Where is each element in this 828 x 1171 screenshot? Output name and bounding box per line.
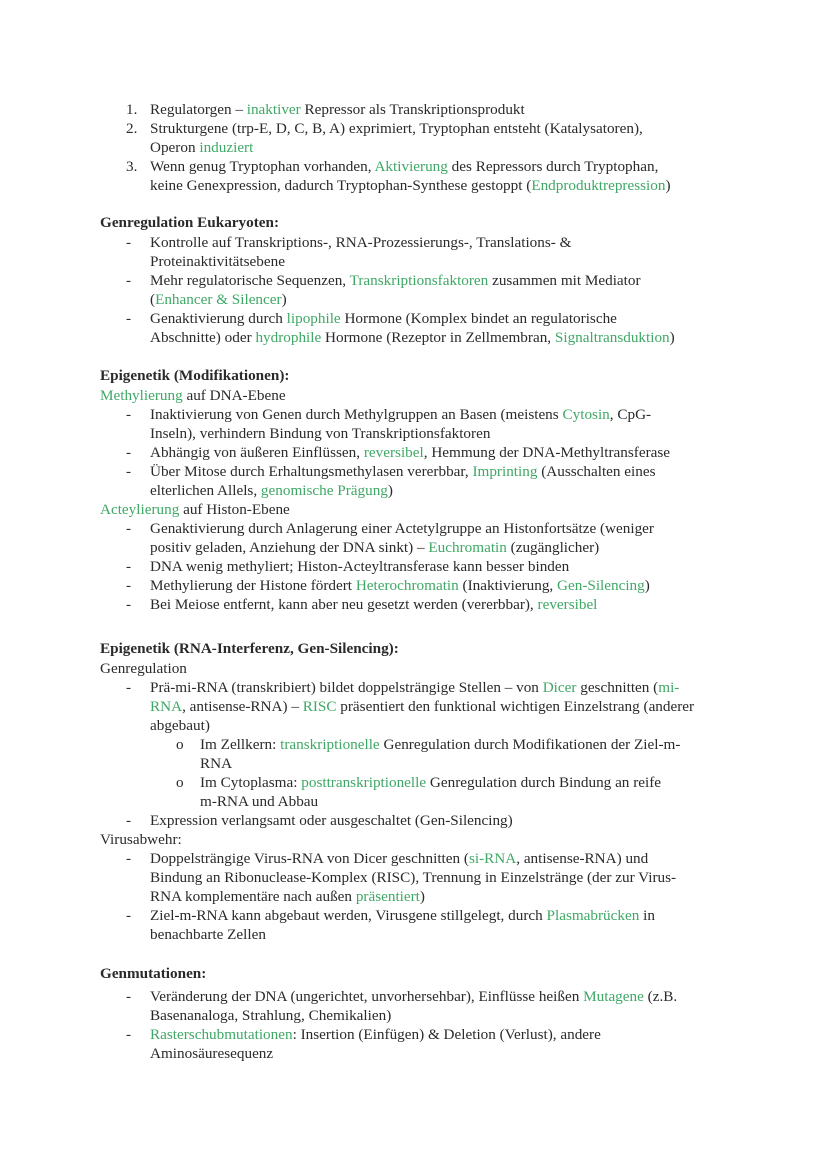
section-heading: Genregulation Eukaryoten: [100,214,280,231]
list-item-line [150,290,287,309]
highlighted-term: mi- [658,679,680,696]
text-run: des Repressors durch Tryptophan, [447,158,659,175]
list-bullet: - [126,850,132,867]
text-run: Wenn genug Tryptophan vorhanden, [150,158,375,175]
list-item-line [150,576,650,595]
list-bullet: - [126,596,132,613]
text-run: zusammen mit Mediator [488,272,641,289]
list-item-line [150,328,675,347]
section-heading: Epigenetik (Modifikationen): [100,367,290,384]
list-item-line [150,887,425,906]
text-run: Genregulation durch Bindung an reife [426,774,662,791]
text-run: abgebaut) [150,717,210,734]
text-run: elterlichen Allels, [150,482,261,499]
text-run: Virusabwehr: [100,831,182,848]
list-item-line [200,754,232,773]
highlighted-term: Euchromatin [428,539,507,556]
list-bullet: - [126,577,132,594]
text-run: (z.B. [643,988,678,1005]
text-run: Bei Meiose entfernt, kann aber neu gesetzt werden (vererbbar), [150,596,538,613]
list-bullet: - [126,988,132,1005]
text-run: Abhängig von äußeren Einflüssen, [150,444,364,461]
text-run: benachbarte Zellen [150,926,266,943]
list-item-line [150,1006,391,1025]
sub-bullet: o [176,736,184,753]
text-run: Bindung an Ribonuclease-Komplex (RISC), Trennung in Einzelstränge (der zur Virus- [150,869,677,886]
section-heading: Genmutationen: [100,965,207,982]
text-run: ) [281,291,287,308]
text-run: präsentiert den funktional wichtigen Einzelstrang (anderer [336,698,695,715]
highlighted-term: Imprinting [472,463,538,480]
list-item-line [150,424,490,443]
text-run: Mehr regulatorische Sequenzen, [150,272,350,289]
text-run: Veränderung der DNA (ungerichtet, unvorhersehbar), Einflüsse heißen [150,988,584,1005]
list-bullet: - [126,310,132,327]
highlighted-term: präsentiert [355,888,420,905]
list-item-line [150,157,658,176]
text-run: , Hemmung der DNA-Methyltransferase [423,444,671,461]
list-item-line [150,252,285,271]
text-run: Hormone (Komplex bindet an regulatorische [340,310,617,327]
list-item-line [150,443,670,462]
text-run: Genaktivierung durch [150,310,287,327]
list-bullet: - [126,812,132,829]
list-item-line [150,811,513,830]
text-run: Regulatorgen – [150,101,247,118]
list-number: 2. [126,120,138,137]
list-bullet: - [126,679,132,696]
text-run: ) [419,888,425,905]
text-run: Genaktivierung durch Anlagerung einer Actetylgruppe an Histonfortsätze (weniger [150,520,654,537]
highlighted-term: Cytosin [562,406,610,423]
text-run: Genregulation durch Modifikationen der Ziel-m- [379,736,681,753]
text-run: Ziel-m-RNA kann abgebaut werden, Virusgene stillgelegt, durch [150,907,547,924]
list-item-line [150,481,393,500]
list-item-line [150,906,655,925]
highlighted-term: inaktiver [246,101,301,118]
highlighted-term: Mutagene [583,988,644,1005]
highlighted-term: Heterochromatin [355,577,459,594]
highlighted-term: RISC [302,698,337,715]
highlighted-term: posttranskriptionelle [301,774,427,791]
text-run: ) [644,577,650,594]
list-item-line [150,138,253,157]
list-bullet: - [126,406,132,423]
text-run: Kontrolle auf Transkriptions-, RNA-Prozessierungs-, Translations- & [150,234,572,251]
highlighted-term: hydrophile [255,329,322,346]
subsection-label [100,386,286,405]
list-item-line [150,119,643,138]
list-item-line [150,868,676,887]
text-run: (Ausschalten eines [537,463,656,480]
text-run: Operon [150,139,200,156]
highlighted-term: reversibel [537,596,598,613]
list-item-line [150,697,694,716]
list-item-line [150,557,569,576]
list-bullet: - [126,234,132,251]
text-run: RNA [200,755,233,772]
highlighted-term: Gen-Silencing [557,577,645,594]
list-item-line [200,792,318,811]
text-run: geschnitten ( [576,679,659,696]
text-run: Proteinaktivitätsebene [150,253,285,270]
list-bullet: - [126,272,132,289]
list-bullet: - [126,463,132,480]
list-item-line [150,176,671,195]
section-heading: Epigenetik (RNA-Interferenz, Gen-Silencing): [100,640,399,657]
highlighted-term: reversibel [363,444,424,461]
text-run: Inseln), verhindern Bindung von Transkriptionsfaktoren [150,425,491,442]
highlighted-term: Methylierung [100,387,183,404]
list-item-line [150,678,679,697]
list-item-line [150,849,648,868]
text-run: Doppelsträngige Virus-RNA von Dicer geschnitten ( [150,850,469,867]
highlighted-term: Rasterschubmutationen [150,1026,293,1043]
text-run: RNA komplementäre nach außen [150,888,356,905]
text-run: m-RNA und Abbau [200,793,319,810]
list-number: 3. [126,158,138,175]
text-run: Aminosäuresequenz [150,1045,274,1062]
sub-bullet: o [176,774,184,791]
text-run: ) [387,482,393,499]
text-run: Genregulation [100,660,187,677]
highlighted-term: Enhancer & Silencer [155,291,282,308]
text-run: auf Histon-Ebene [179,501,290,518]
subsection-label [100,659,187,678]
list-bullet: - [126,520,132,537]
subsection-label [100,500,290,519]
text-run: in [639,907,655,924]
list-item-line [150,595,597,614]
text-run: Basenanaloga, Strahlung, Chemikalien) [150,1007,392,1024]
highlighted-term: transkriptionelle [280,736,380,753]
text-run: (Inaktivierung, [458,577,558,594]
list-item-line [150,716,210,735]
text-run: positiv geladen, Anziehung der DNA sinkt) – [150,539,429,556]
text-run: Methylierung der Histone fördert [150,577,356,594]
text-run: Abschnitte) oder [150,329,256,346]
highlighted-term: RNA [150,698,183,715]
text-run: (zugänglicher) [506,539,600,556]
subsection-label [100,830,182,849]
text-run: , CpG- [609,406,652,423]
highlighted-term: Aktivierung [374,158,448,175]
list-item-line [150,462,656,481]
list-bullet: - [126,558,132,575]
list-item-line [150,309,617,328]
text-run: Expression verlangsamt oder ausgeschaltet (Gen-Silencing) [150,812,513,829]
text-run: auf DNA-Ebene [182,387,286,404]
text-run: ) [665,177,671,194]
text-run: Im Zellkern: [200,736,281,753]
text-run: : Insertion (Einfügen) & Deletion (Verlust), andere [292,1026,601,1043]
list-item-line [150,1025,601,1044]
highlighted-term: genomische Prägung [260,482,388,499]
highlighted-term: Endproduktrepression [531,177,666,194]
text-run: Im Cytoplasma: [200,774,302,791]
highlighted-term: lipophile [286,310,341,327]
list-item-line [200,735,680,754]
highlighted-term: Transkriptionsfaktoren [349,272,489,289]
list-item-line [150,233,571,252]
highlighted-term: si-RNA [468,850,517,867]
list-bullet: - [126,444,132,461]
list-item-line [150,987,677,1006]
text-run: , antisense-RNA) und [516,850,649,867]
highlighted-term: Plasmabrücken [546,907,640,924]
list-bullet: - [126,1026,132,1043]
list-number: 1. [126,101,138,118]
text-run: DNA wenig methyliert; Histon-Acteyltransferase kann besser binden [150,558,570,575]
list-item-line [150,925,266,944]
text-run: ( [150,291,156,308]
list-item-line [150,271,641,290]
text-run: , antisense-RNA) – [182,698,303,715]
text-run: Prä-mi-RNA (transkribiert) bildet doppelsträngige Stellen – von [150,679,543,696]
text-run: keine Genexpression, dadurch Tryptophan-Synthese gestoppt ( [150,177,532,194]
list-item-line [150,100,525,119]
list-item-line [150,405,651,424]
list-item-line [200,773,661,792]
highlighted-term: induziert [199,139,254,156]
text-run: Hormone (Rezeptor in Zellmembran, [321,329,555,346]
list-item-line [150,538,599,557]
text-run: ) [669,329,675,346]
text-run: Inaktivierung von Genen durch Methylgruppen an Basen (meistens [150,406,563,423]
list-item-line [150,519,654,538]
text-run: Über Mitose durch Erhaltungsmethylasen vererbbar, [150,463,473,480]
highlighted-term: Signaltransduktion [554,329,670,346]
highlighted-term: Dicer [542,679,577,696]
highlighted-term: Acteylierung [100,501,180,518]
text-run: Repressor als Transkriptionsprodukt [300,101,525,118]
list-item-line [150,1044,273,1063]
text-run: Strukturgene (trp-E, D, C, B, A) exprimiert, Tryptophan entsteht (Katalysatoren), [150,120,643,137]
list-bullet: - [126,907,132,924]
